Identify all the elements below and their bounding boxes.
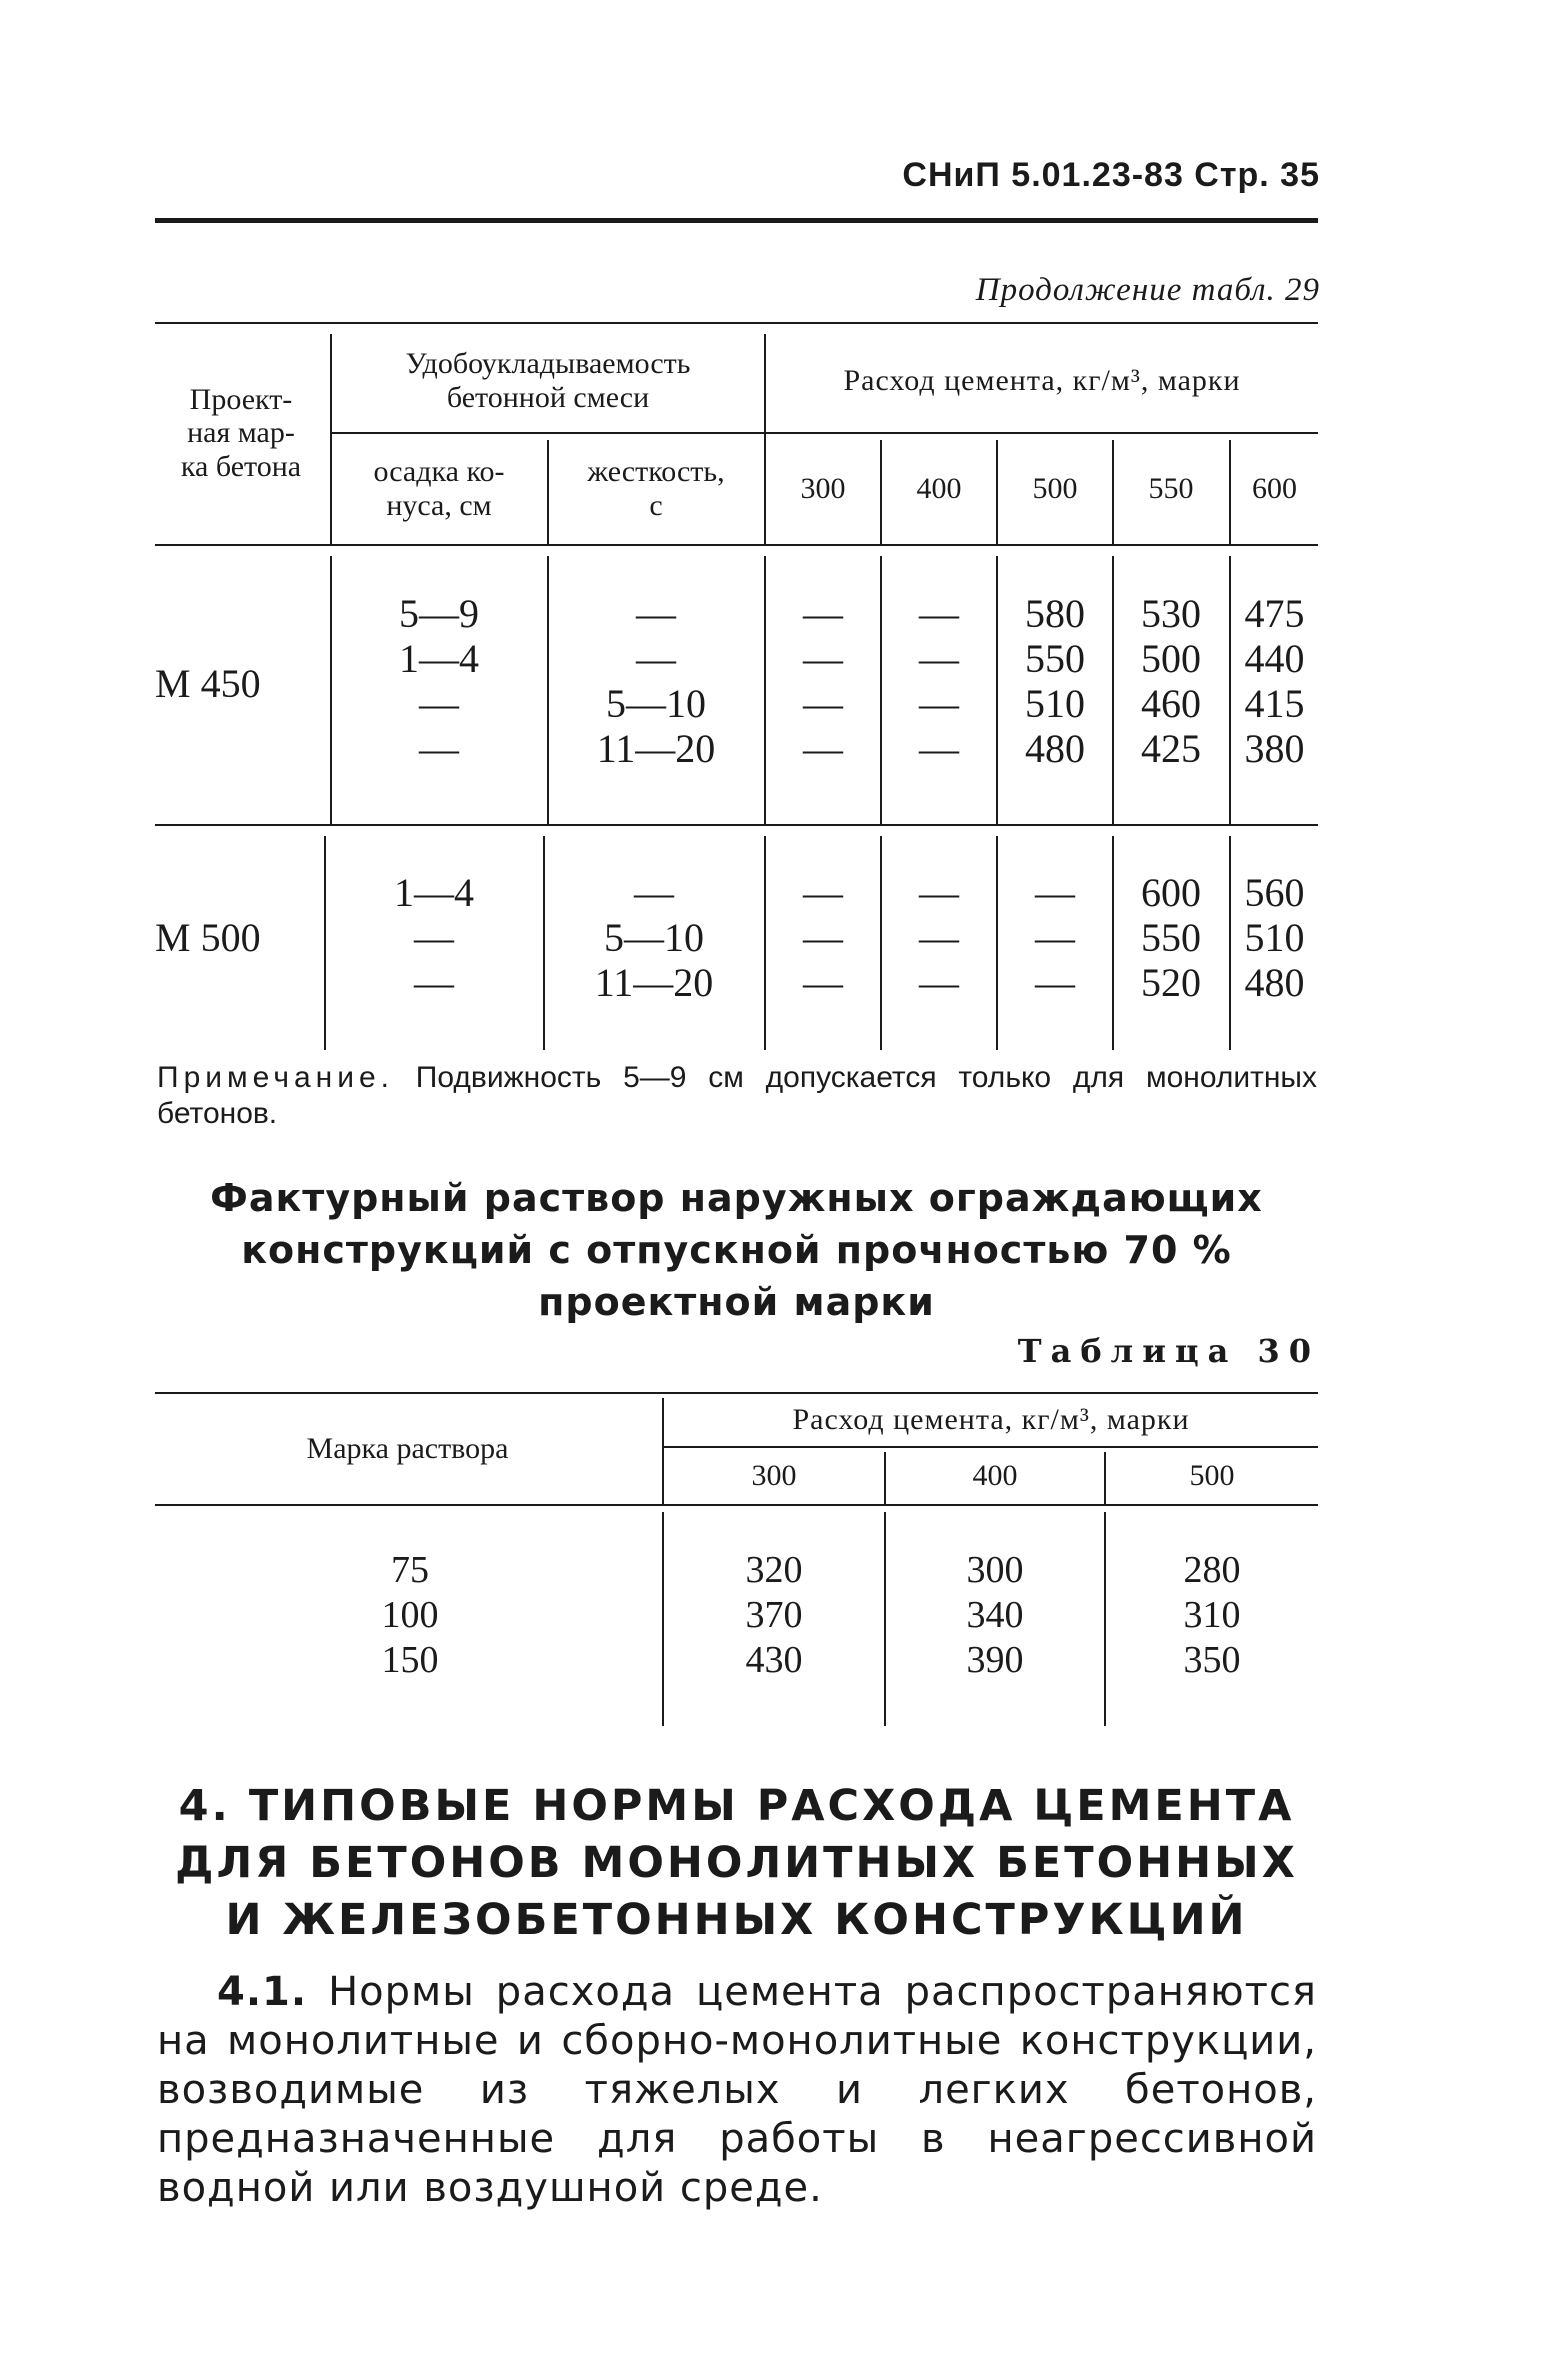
chapter-title: 4. ТИПОВЫЕ НОРМЫ РАСХОДА ЦЕМЕНТА ДЛЯ БЕТОНОВ МОНОЛИТНЫХ БЕТОННЫХ И ЖЕЛЕЗОБЕТОННЫХ КОНСТРУКЦИЙ	[175, 1781, 1298, 1945]
cell-cement-400: — — —	[919, 870, 959, 1005]
col-header-cement-600: 600	[1252, 472, 1297, 506]
cell-cement-500: — — —	[1035, 870, 1075, 1005]
col-header-mortar-grade: Марка раствора	[306, 1432, 509, 1465]
cell-cement-550: 600 550 520	[1141, 870, 1201, 1005]
row-grade-m450: М 450	[155, 661, 261, 706]
col-header-cement-300: 300	[800, 472, 846, 506]
col-header-consumption: Расход цемента, кг/м³, марки	[792, 1403, 1190, 1436]
table-note	[157, 1060, 1317, 1132]
col-header-cement-500: 500	[1032, 472, 1078, 506]
cell-cement-600: 475 440 415 380	[1244, 591, 1305, 771]
col-header-cement-500: 500	[1189, 1459, 1235, 1492]
table-continuation-label: Продолжение табл. 29	[975, 272, 1320, 308]
col-header-grade: Проект- ная мар- ка бетона	[180, 382, 302, 483]
col-header-workability: Удобоукладываемость бетонной смеси	[405, 347, 691, 414]
header-rule	[155, 218, 1318, 223]
cell-cement-300: — — —	[803, 870, 843, 1005]
cell-cement-300: — — — —	[803, 591, 843, 771]
note-text: Подвижность 5—9 см допускается только для монолитных бетонов.	[157, 1061, 1317, 1130]
table-rule	[155, 1504, 1318, 1506]
col-header-cement-400: 400	[972, 1459, 1018, 1492]
cell-slump: 5—9 1—4 — —	[399, 591, 479, 771]
note-label: Примечание.	[157, 1061, 394, 1094]
cell-cement-550: 530 500 460 425	[1141, 591, 1201, 771]
cell-cement-600: 560 510 480	[1244, 870, 1305, 1005]
cell-cement-400: 300 340 390	[966, 1549, 1024, 1681]
cell-stiffness: — 5—10 11—20	[594, 870, 714, 1005]
table-rule	[155, 322, 1318, 324]
cell-cement-500: 280 310 350	[1183, 1549, 1241, 1681]
col-header-stiffness: жесткость, с	[587, 455, 725, 522]
running-head: СНиП 5.01.23-83 Стр. 35	[902, 156, 1320, 194]
col-header-consumption: Расход цемента, кг/м³, марки	[843, 364, 1241, 398]
section-subtitle: Фактурный раствор наружных ограждающих конструкций с отпускной прочностью 70 % проектной марки	[210, 1176, 1263, 1324]
cell-slump: 1—4 — —	[394, 870, 474, 1005]
cell-cement-400: — — — —	[919, 591, 959, 771]
col-header-cement-400: 400	[916, 472, 962, 506]
table-rule	[155, 824, 1318, 826]
table-rule	[155, 544, 1318, 546]
row-grade-m500: М 500	[155, 915, 261, 960]
col-header-cement-300: 300	[751, 1459, 797, 1492]
paragraph-4-1	[157, 1968, 1317, 2213]
col-header-slump: осадка ко- нуса, см	[373, 455, 505, 522]
table-30-label: Таблица 30	[1017, 1332, 1320, 1370]
col-header-cement-550: 550	[1148, 472, 1194, 506]
paragraph-text: Нормы расхода цемента распространяются на монолитные и сборно-монолитные конструкции, возводимые из тяжелых и легких бетонов, предназначенные для работы в неагрессивной водной или воздушной среде.	[157, 1969, 1317, 2211]
cell-mortar-grades: 75 100 150	[381, 1549, 439, 1681]
cell-cement-500: 580 550 510 480	[1025, 591, 1085, 771]
cell-cement-300: 320 370 430	[745, 1549, 803, 1681]
cell-stiffness: — — 5—10 11—20	[596, 591, 716, 771]
paragraph-number: 4.1.	[217, 1969, 308, 2015]
